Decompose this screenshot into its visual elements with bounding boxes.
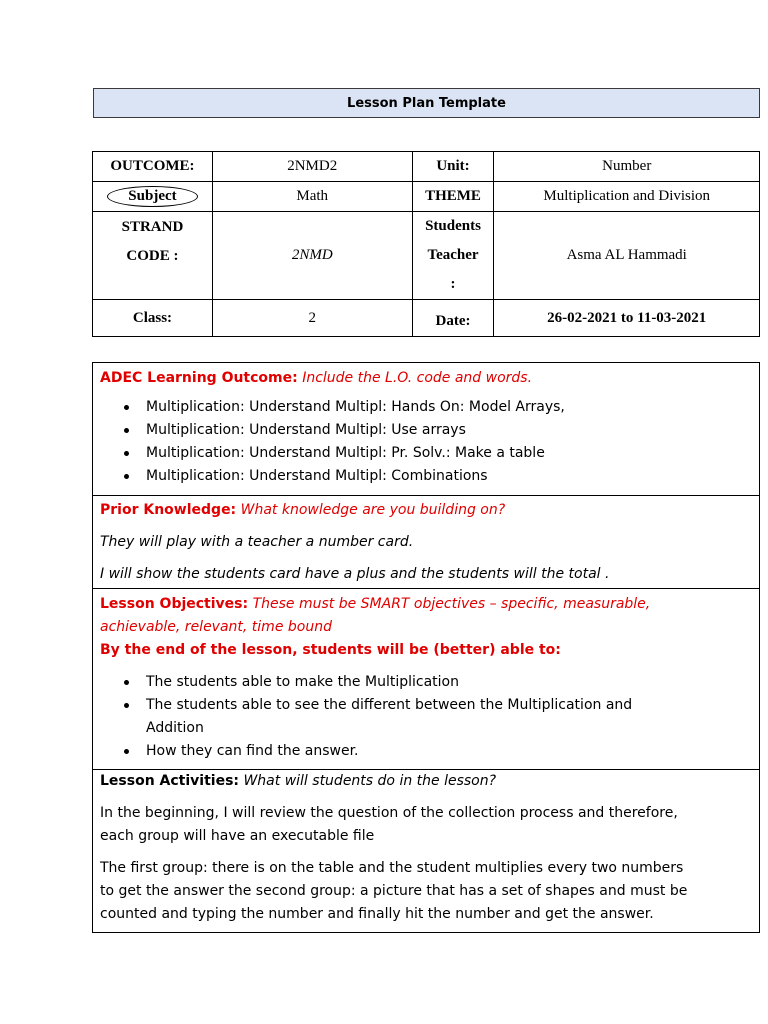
- list-item: Multiplication: Understand Multipl: Hands On: Model Arrays,: [146, 396, 752, 419]
- strand-label-cell: [93, 212, 213, 300]
- strand-value: 2NMD: [212, 212, 412, 300]
- objectives-label: Lesson Objectives:: [100, 596, 249, 612]
- date-value: 26-02-2021 to 11-03-2021: [494, 300, 760, 337]
- activities-section: [93, 770, 759, 932]
- list-item: Multiplication: Understand Multipl: Use arrays: [146, 419, 752, 442]
- teacher-value: Asma AL Hammadi: [494, 212, 760, 300]
- lesson-info-table: [92, 151, 760, 337]
- lesson-details-box: [92, 362, 760, 933]
- prior-line-1: They will play with a teacher a number card.: [100, 534, 414, 550]
- class-label: Class:: [93, 300, 213, 337]
- prior-prompt: What knowledge are you building on?: [240, 502, 506, 518]
- strand-label-line1: STRAND: [121, 218, 184, 235]
- objectives-lead: By the end of the lesson, students will be (better) able to:: [100, 642, 561, 658]
- list-item: The students able to see the different between the Multiplication and Addition: [146, 694, 752, 740]
- students-label-line2: Teacher: [427, 247, 479, 263]
- template-title-text: Lesson Plan Template: [347, 95, 506, 111]
- list-item: Multiplication: Understand Multipl: Combinations: [146, 465, 752, 488]
- info-row-strand: [93, 212, 760, 300]
- activities-para1-line2: each group will have an executable file: [100, 828, 375, 844]
- adec-label: ADEC Learning Outcome:: [100, 370, 298, 386]
- students-teacher-label-cell: [412, 212, 494, 300]
- objectives-prompt-2: achievable, relevant, time bound: [100, 619, 332, 635]
- prior-knowledge-section: [93, 496, 759, 589]
- outcome-label: OUTCOME:: [93, 152, 213, 182]
- class-value: 2: [212, 300, 412, 337]
- activities-label: Lesson Activities:: [100, 773, 240, 789]
- info-row-subject: [93, 182, 760, 212]
- activities-para2-line2: to get the answer the second group: a picture that has a set of shapes and must be: [100, 883, 688, 899]
- objectives-section: [93, 589, 759, 770]
- list-item: Multiplication: Understand Multipl: Pr. Solv.: Make a table: [146, 442, 752, 465]
- adec-list: [100, 396, 752, 488]
- unit-label: Unit:: [412, 152, 494, 182]
- list-item: How they can find the answer.: [146, 740, 752, 763]
- template-title: [93, 88, 760, 118]
- unit-value: Number: [494, 152, 760, 182]
- theme-value: Multiplication and Division: [494, 182, 760, 212]
- theme-label: THEME: [412, 182, 494, 212]
- subject-label: Subject: [107, 186, 197, 207]
- subject-value: Math: [212, 182, 412, 212]
- outcome-value: 2NMD2: [212, 152, 412, 182]
- info-row-outcome: [93, 152, 760, 182]
- students-label-line3: :: [450, 276, 456, 292]
- adec-section: [93, 363, 759, 496]
- objectives-prompt-1: These must be SMART objectives – specific, measurable,: [252, 596, 651, 612]
- objectives-list: [100, 671, 752, 763]
- info-row-class: [93, 300, 760, 337]
- prior-label: Prior Knowledge:: [100, 502, 237, 518]
- prior-line-2: I will show the students card have a plus and the students will the total .: [100, 566, 610, 582]
- activities-para1-line1: In the beginning, I will review the question of the collection process and therefore,: [100, 805, 678, 821]
- adec-prompt: Include the L.O. code and words.: [302, 370, 533, 386]
- students-label-line1: Students: [425, 218, 481, 234]
- strand-label-line2: CODE :: [126, 247, 179, 264]
- activities-para2-line3: counted and typing the number and finally hit the number and get the answer.: [100, 906, 654, 922]
- subject-cell: [93, 182, 213, 212]
- activities-prompt: What will students do in the lesson?: [243, 773, 497, 789]
- activities-para2-line1: The first group: there is on the table and the student multiplies every two numbers: [100, 860, 684, 876]
- date-label: Date:: [412, 300, 494, 337]
- list-item: The students able to make the Multiplication: [146, 671, 752, 694]
